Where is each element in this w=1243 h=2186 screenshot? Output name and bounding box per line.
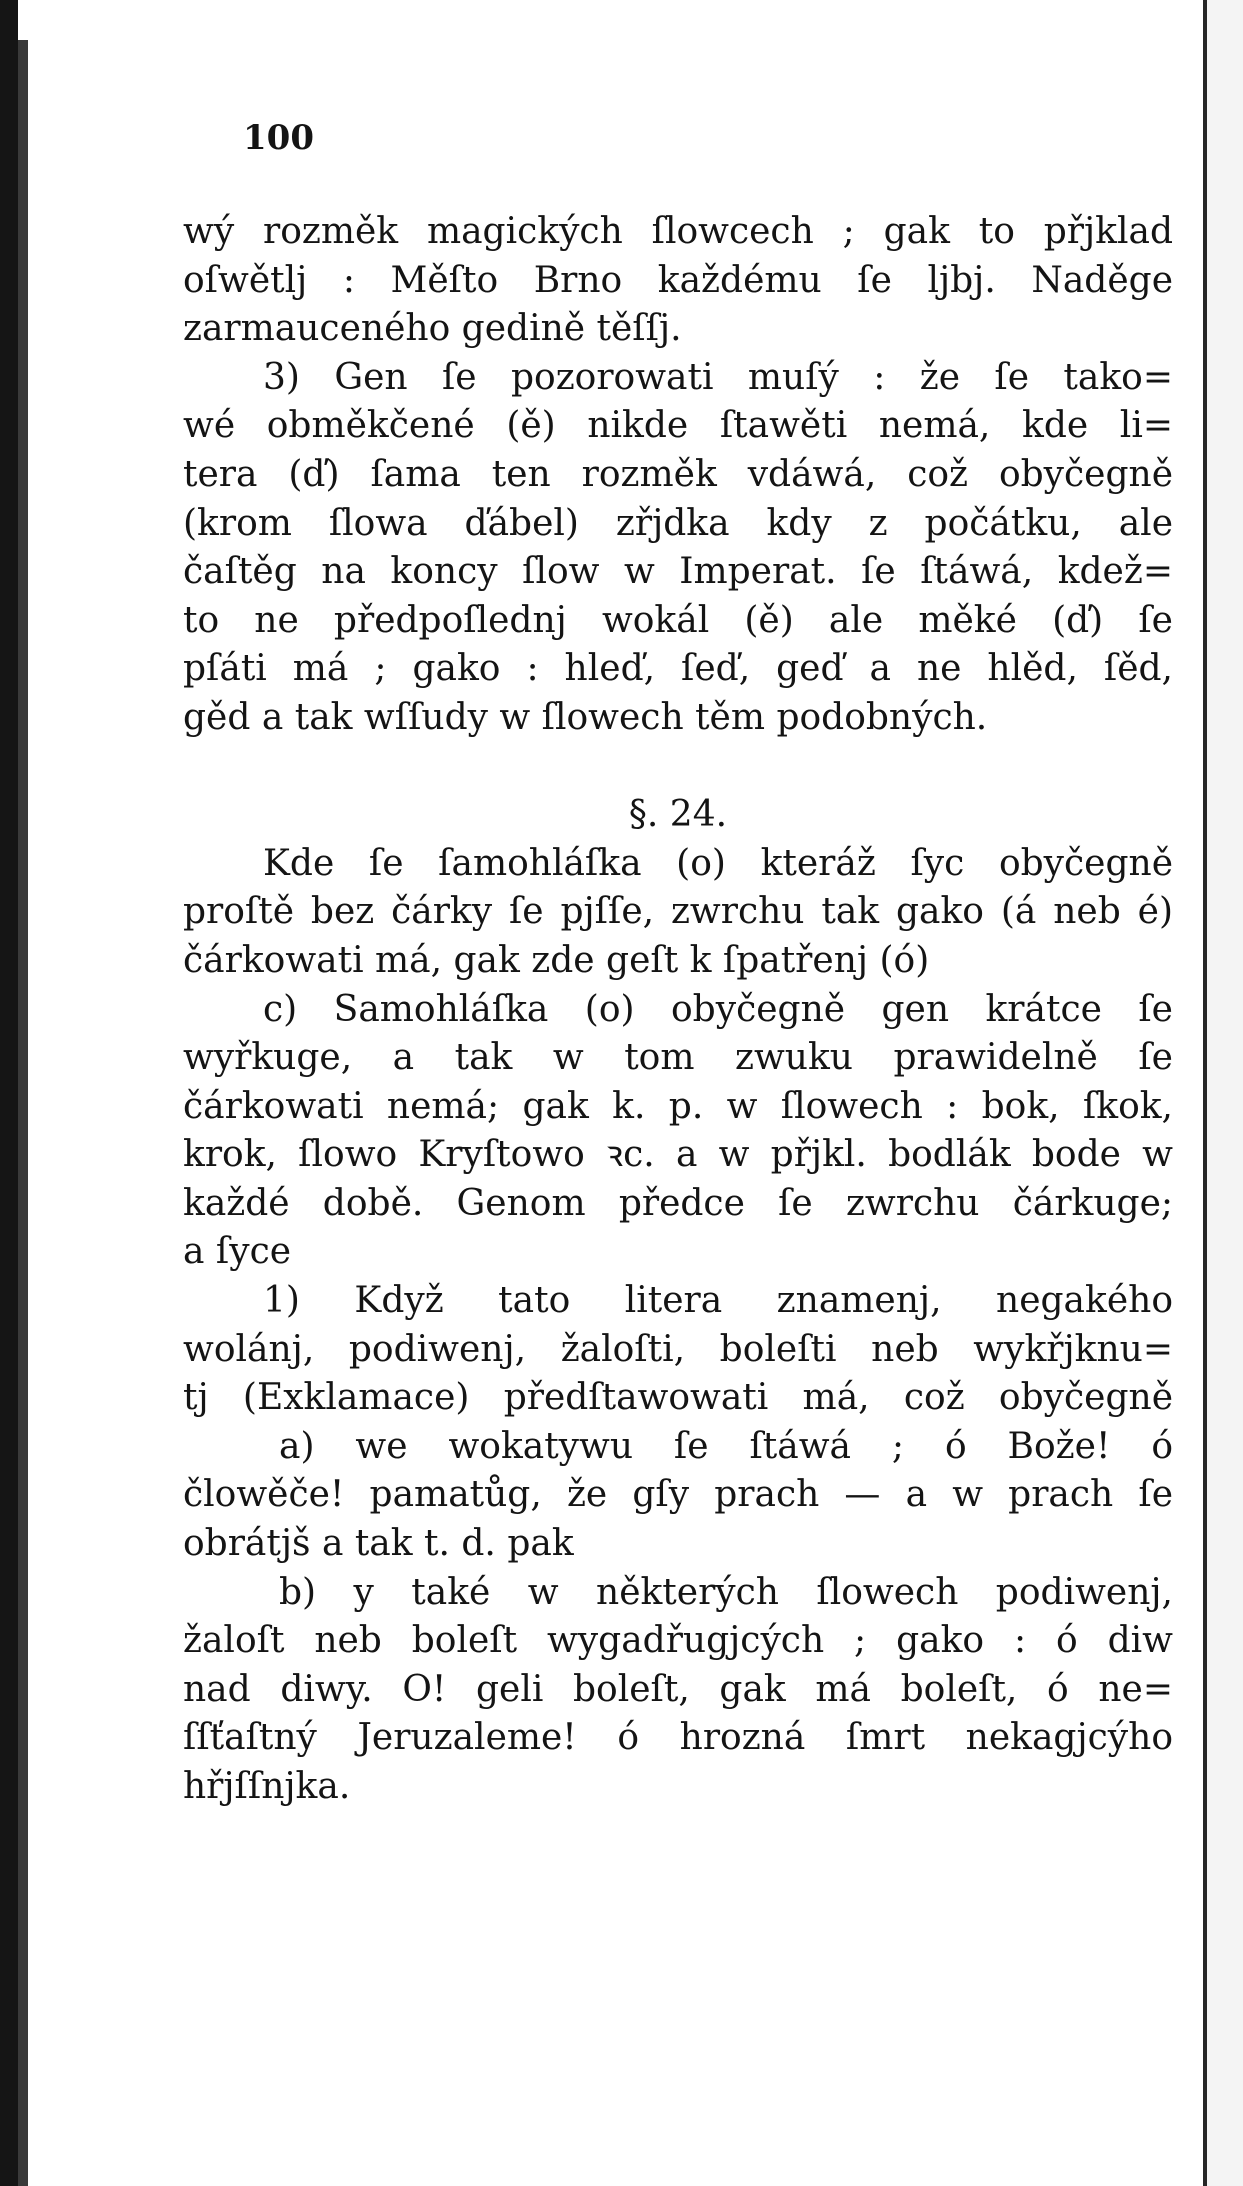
text-line: každé době. Genom předce ſe zwrchu čárkuge; bbox=[183, 1182, 1173, 1224]
text-line: gěd a tak wſſudy w ſlowech těm podobných. bbox=[183, 696, 988, 738]
page-number: 100 bbox=[243, 118, 314, 158]
text-line: proſtě bez čárky ſe pjſſe, zwrchu tak gako (á neb é) bbox=[183, 891, 1173, 933]
text-line: Kde ſe ſamohláſka (o) kteráž ſyc obyčegně bbox=[263, 842, 1173, 884]
text-line: tera (ď) ſama ten rozměk vdáwá, což obyčegně bbox=[183, 453, 1173, 495]
text-line: zarmauceného gedině těſſj. bbox=[183, 308, 682, 350]
text-line: tj (Exklamace) předſtawowati má, což obyčegně bbox=[183, 1377, 1173, 1419]
text-line: člowěče! pamatůg, že gſy prach — a w prach ſe bbox=[183, 1474, 1173, 1516]
section-heading: §. 24. bbox=[628, 794, 728, 836]
text-line: wé obměkčené (ě) nikde ſtawěti nemá, kde li= bbox=[183, 405, 1173, 447]
text-line: 1) Když tato litera znamenj, negakého bbox=[263, 1280, 1173, 1322]
blank-line bbox=[183, 743, 1173, 792]
text-line: obrátjš a tak t. d. pak bbox=[183, 1523, 574, 1565]
page-right-edge bbox=[1203, 0, 1243, 2186]
text-line: žaloſt neb boleſt wygadřugjcých ; gako : ó diw bbox=[183, 1620, 1173, 1662]
text-line: hřjſſnjka. bbox=[183, 1766, 351, 1807]
text-line: ſſťaſtný Jeruzaleme! ó hrozná ſmrt nekagjcýho bbox=[183, 1717, 1173, 1759]
text-line: (krom ſlowa ďábel) zřjdka kdy z počátku, ale bbox=[183, 502, 1173, 544]
text-line: čaſtěg na koncy ſlow w Imperat. ſe ſtáwá, kdež= bbox=[183, 551, 1173, 593]
text-line: a ſyce bbox=[183, 1231, 292, 1273]
text-line: to ne předpoſlednj wokál (ě) ale měké (ď) ſe bbox=[183, 599, 1173, 641]
binding-shadow bbox=[18, 40, 28, 2186]
text-line: wolánj, podiwenj, žaloſti, boleſti neb wykřjknu= bbox=[183, 1328, 1173, 1370]
text-line: wyřkuge, a tak w tom zwuku prawidelně ſe bbox=[183, 1037, 1173, 1079]
text-line: wý rozměk magických ſlowcech ; gak to přjklad bbox=[183, 211, 1173, 252]
text-line: 3) Gen ſe pozorowati muſý : že ſe tako= bbox=[263, 356, 1173, 398]
text-line: oſwětlj : Měſto Brno každému ſe ljbj. Naděge bbox=[183, 259, 1173, 301]
text-line: čárkowati nemá; gak k. p. w ſlowech : bok, ſkok, bbox=[183, 1085, 1173, 1127]
page-left-edge bbox=[0, 0, 18, 2186]
text-line: c) Samohláſka (o) obyčegně gen krátce ſe bbox=[263, 988, 1173, 1030]
text-line: b) y také w některých ſlowech podiwenj, bbox=[279, 1571, 1173, 1613]
text-line: krok, ſlowo Kryſtowo ꝛc. a w přjkl. bodlák bode w bbox=[183, 1134, 1173, 1176]
text-line: pſáti má ; gako : hleď, ſeď, geď a ne hlěd, ſěd, bbox=[183, 648, 1173, 690]
text-line: nad diwy. O! geli boleſt, gak má boleſt, ó ne= bbox=[183, 1668, 1173, 1710]
text-line: čárkowati má, gak zde geſt k ſpatřenj (ó) bbox=[183, 939, 930, 981]
body-text bbox=[183, 208, 1173, 1812]
text-line: a) we wokatywu ſe ſtáwá ; ó Bože! ó bbox=[279, 1425, 1173, 1467]
